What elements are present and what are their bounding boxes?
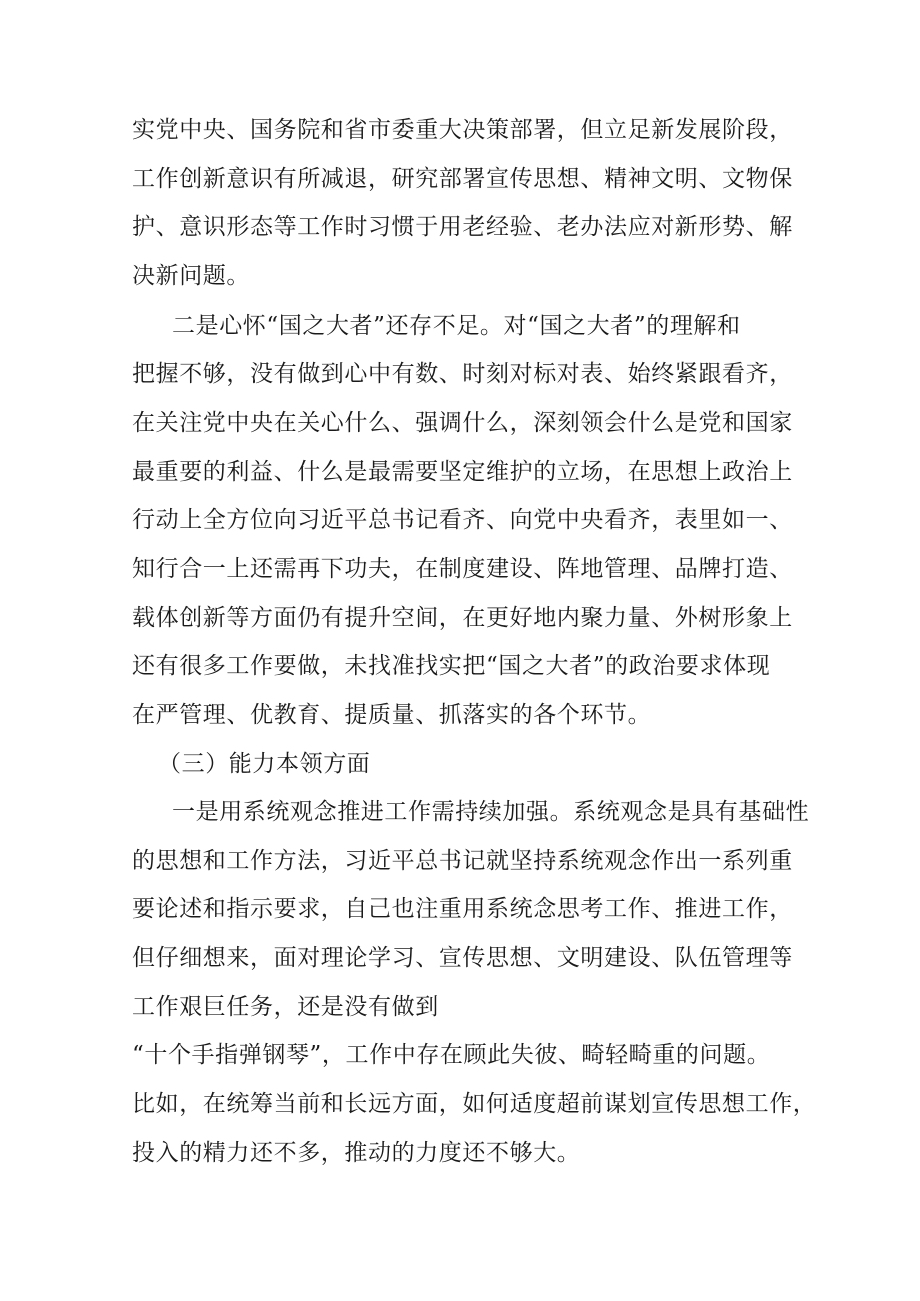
text-line: 决新问题。: [132, 263, 250, 289]
text-line: 投入的精力还不多，推动的力度还不够大。: [132, 1140, 581, 1166]
text-line: 把握不够，没有做到心中有数、时刻对标对表、始终紧跟看齐，: [132, 361, 793, 387]
text-line: 的思想和工作方法，习近平总书记就坚持系统观念作出一系列重: [132, 848, 793, 874]
text-line: 在关注党中央在关心什么、强调什么，深刻领会什么是党和国家: [132, 410, 793, 436]
text-line: 实党中央、国务院和省市委重大决策部署，但立足新发展阶段，: [132, 117, 793, 143]
text-line: 知行合一上还需再下功夫，在制度建设、阵地管理、品牌打造、: [132, 556, 793, 582]
text-line: 但仔细想来，面对理论学习、宣传思想、文明建设、队伍管理等: [132, 945, 793, 971]
section-heading: （三）能力本领方面: [158, 751, 371, 777]
text-line: 比如，在统筹当前和长远方面，如何适度超前谋划宣传思想工作，: [132, 1091, 817, 1117]
text-line: 工作创新意识有所减退，研究部署宣传思想、精神文明、文物保: [132, 166, 793, 192]
text-line: 二是心怀“国之大者”还存不足。对“国之大者”的理解和: [172, 313, 741, 339]
text-line: 工作艰巨任务，还是没有做到: [132, 994, 439, 1020]
text-line: 行动上全方位向习近平总书记看齐、向党中央看齐，表里如一、: [132, 507, 793, 533]
text-line: 还有很多工作要做，未找准找实把“国之大者”的政治要求体现: [132, 653, 771, 679]
text-line: 在严管理、优教育、提质量、抓落实的各个环节。: [132, 702, 652, 728]
text-line: 一是用系统观念推进工作需持续加强。系统观念是具有基础性: [172, 799, 810, 825]
text-line: 最重要的利益、什么是最需要坚定维护的立场，在思想上政治上: [132, 459, 793, 485]
text-line: 要论述和指示要求，自己也注重用系统念思考工作、推进工作，: [132, 896, 793, 922]
text-line: 载体创新等方面仍有提升空间，在更好地内聚力量、外树形象上: [132, 605, 793, 631]
text-line: 护、意识形态等工作时习惯于用老经验、老办法应对新形势、解: [132, 214, 793, 240]
text-line: “十个手指弹钢琴”，工作中存在顾此失彼、畸轻畸重的问题。: [132, 1042, 771, 1068]
